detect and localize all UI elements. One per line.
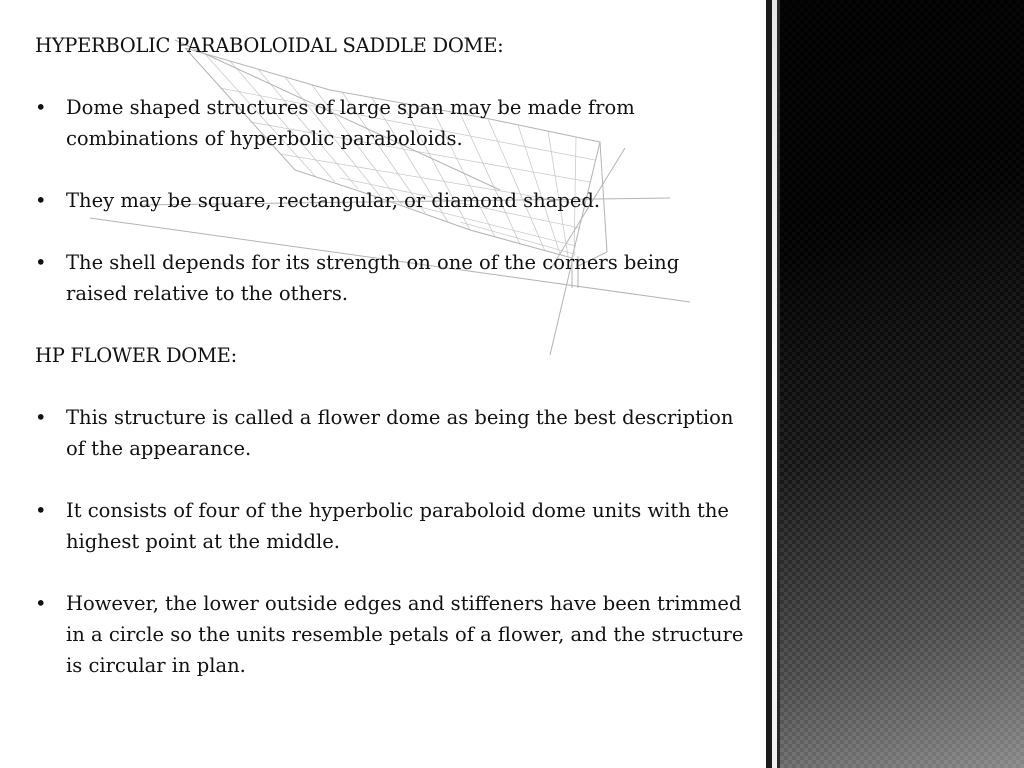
bullet-item (35, 588, 745, 681)
section-spacer (35, 309, 745, 340)
section-heading-flower-dome: HP FLOWER DOME: (35, 344, 237, 367)
panel-sheen-gradient (780, 0, 1024, 768)
bullet-list-flower-dome (35, 402, 745, 681)
bullet-icon: • (35, 96, 47, 119)
carbon-texture-panel (766, 0, 1024, 768)
bullet-icon: • (35, 592, 47, 615)
bullet-text: The shell depends for its strength on one of the corners being raised relative to the others. (66, 251, 680, 305)
bullet-text: However, the lower outside edges and stiffeners have been trimmed in a circle so the units resemble petals of a flower, and the structure is circular in plan. (66, 592, 744, 677)
bullet-text: This structure is called a flower dome as being the best description of the appearance. (66, 406, 734, 460)
bullet-icon: • (35, 189, 47, 212)
bullet-item (35, 92, 745, 154)
bullet-icon: • (35, 251, 47, 274)
bullet-item (35, 402, 745, 464)
bullet-item (35, 247, 745, 309)
bullet-text: Dome shaped structures of large span may be made from combinations of hyperbolic paraboloids. (66, 96, 635, 150)
bullet-icon: • (35, 499, 47, 522)
slide-content (35, 30, 745, 681)
bullet-icon: • (35, 406, 47, 429)
bullet-text: They may be square, rectangular, or diamond shaped. (66, 189, 601, 212)
bullet-item (35, 495, 745, 557)
bullet-item (35, 185, 745, 216)
section-heading-saddle-dome: HYPERBOLIC PARABOLOIDAL SADDLE DOME: (35, 34, 504, 57)
bullet-list-saddle-dome (35, 92, 745, 309)
bullet-text: It consists of four of the hyperbolic paraboloid dome units with the highest point at the middle. (66, 499, 729, 553)
